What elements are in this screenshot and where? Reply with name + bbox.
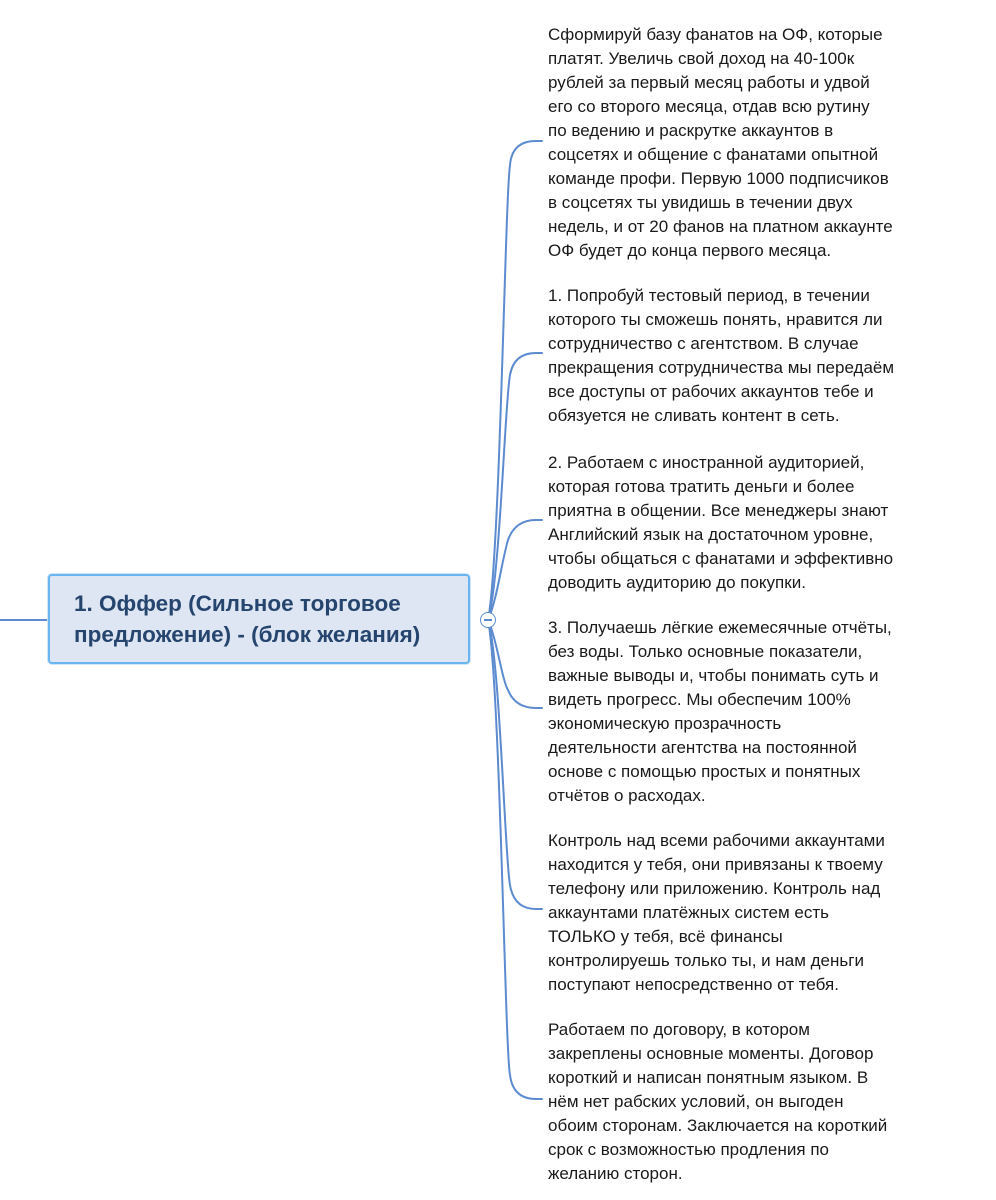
branch-topic-5[interactable]: Контроль над всеми рабочими аккаунтами находится у тебя, они привязаны к твоему телефону или приложению. Контроль над аккаунтами платёжных систем есть ТОЛЬКО у тебя, всё финансы контролируешь только ты, и нам деньги поступают непосредственно от тебя. [548, 831, 885, 994]
branch-connector-1 [488, 141, 542, 620]
branch-topic-2[interactable]: 1. Попробуй тестовый период, в течении которого ты сможешь понять, нравится ли сотрудничество с агентством. В случае прекращения сотрудничества мы передаём все доступы от рабочих аккаунтов тебе и обязуется не сливать контент в сеть. [548, 286, 895, 425]
central-topic[interactable] [48, 574, 470, 664]
branch-topic-3[interactable]: 2. Работаем с иностранной аудиторией, которая готова тратить деньги и более приятна в общении. Все менеджеры знают Английский язык на достаточном уровне, чтобы общаться с фанатами и эффективно доводить аудиторию до покупки. [548, 453, 894, 592]
branch-topic-6[interactable]: Работаем по договору, в котором закреплены основные моменты. Договор короткий и написан понятным языком. В нём нет рабских условий, он выгоден обоим сторонам. Заключается на короткий срок с возможностью продления по желанию сторон. [548, 1020, 888, 1183]
collapse-toggle-icon[interactable] [480, 612, 496, 628]
branch-connector-5 [488, 620, 542, 909]
branch-topic-4[interactable]: 3. Получаешь лёгкие ежемесячные отчёты, без воды. Только основные показатели, важные выводы и, чтобы понимать суть и видеть прогресс. Мы обеспечим 100% экономическую прозрачность деятельности агентства на постоянной основе с помощью простых и понятных отчётов о расходах. [548, 618, 892, 805]
branch-connector-6 [488, 620, 542, 1099]
central-topic-label: 1. Оффер (Сильное торговое предложение) - (блок желания) [74, 591, 421, 647]
branch-connector-4 [488, 620, 542, 708]
branch-topic-1[interactable]: Сформируй базу фанатов на ОФ, которые платят. Увеличь свой доход на 40-100к рублей за первый месяц работы и удвой его со второго месяца, отдав всю рутину по ведению и раскрутке аккаунтов в соцсетях и общение с фанатами опытной команде профи. Первую 1000 подписчиков в соцсетях ты увидишь в течении двух недель, и от 20 фанов на платном аккаунте ОФ будет до конца первого месяца. [548, 25, 893, 260]
branch-connector-2 [488, 353, 542, 620]
